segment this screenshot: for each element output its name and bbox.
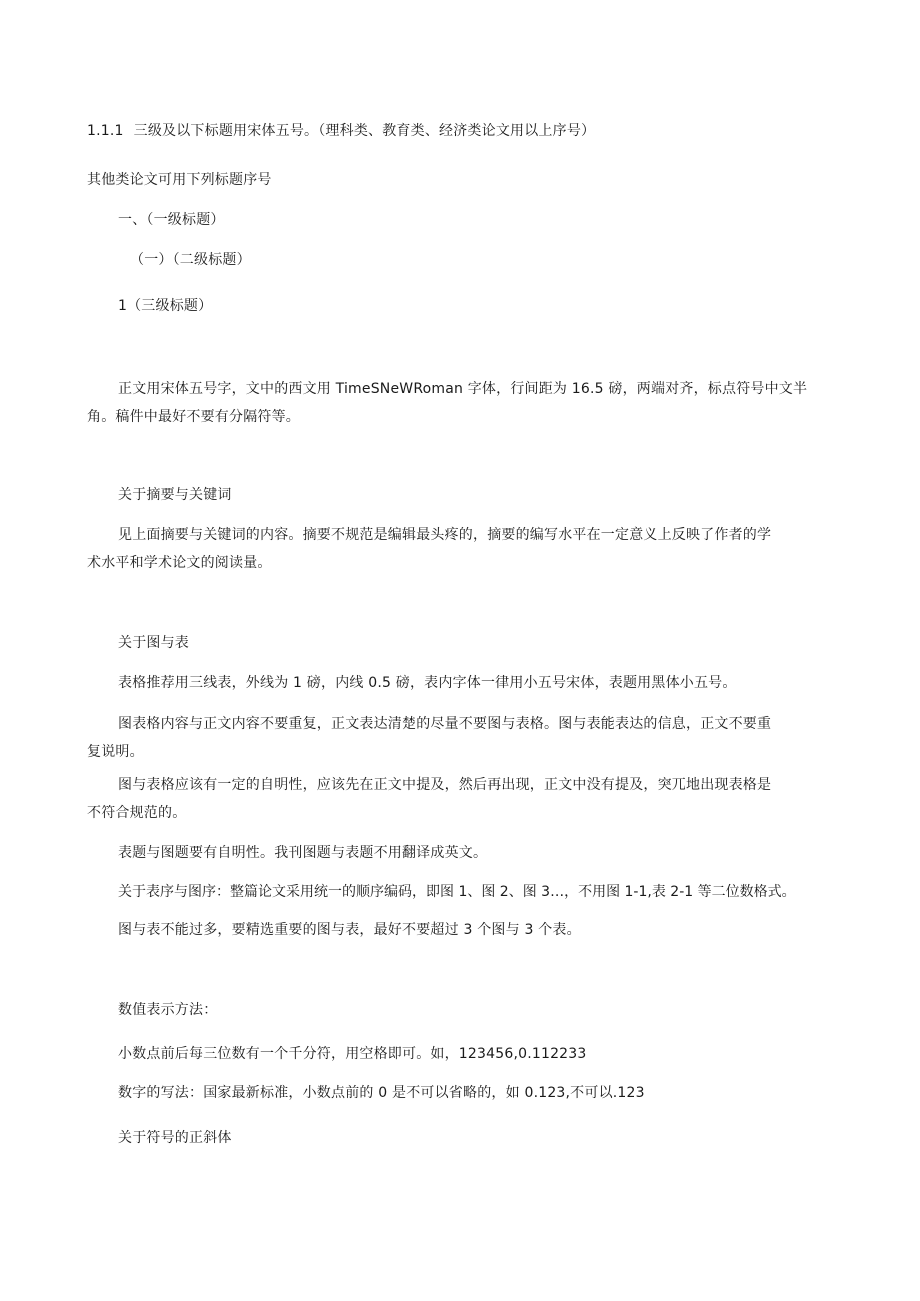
paragraph-line: 角。稿件中最好不要有分隔符等。 (87, 409, 300, 425)
other-heading-intro: 其他类论文可用下列标题序号 (87, 172, 272, 188)
symbol-section-title: 关于符号的正斜体 (118, 1130, 232, 1146)
heading-text: 三级及以下标题用宋体五号。（理科类、教育类、经济类论文用以上序号） (133, 123, 596, 139)
figures-tables-section-title: 关于图与表 (118, 635, 189, 651)
numeric-paragraph-1: 小数点前后每三位数有一个千分符，用空格即可。如，123456,0.112233 (118, 1046, 587, 1062)
figures-tables-paragraph-1: 表格推荐用三线表，外线为 1 磅，内线 0.5 磅，表内字体一律用小五号宋体，表题用黑体小五号。 (118, 675, 737, 691)
numeric-paragraph-2: 数字的写法：国家最新标准，小数点前的 0 是不可以省略的，如 0.123,不可以.123 (118, 1085, 645, 1101)
heading-number: 1.1.1 (87, 123, 124, 139)
figures-tables-paragraph-3 (87, 771, 839, 827)
body-text-paragraph (87, 375, 839, 431)
figures-tables-paragraph-2 (87, 710, 839, 766)
heading-example-level3: 1（三级标题） (118, 298, 213, 314)
paragraph-line: 不符合规范的。 (87, 805, 187, 821)
figures-tables-paragraph-6: 图与表不能过多，要精选重要的图与表，最好不要超过 3 个图与 3 个表。 (118, 922, 581, 938)
abstract-paragraph (87, 521, 839, 577)
figures-tables-paragraph-5: 关于表序与图序：整篇论文采用统一的顺序编码，即图 1、图 2、图 3…，不用图 1-1,表 2-1 等二位数格式。 (118, 884, 796, 900)
heading-1-1-1 (87, 121, 595, 141)
heading-example-level1: 一、（一级标题） (118, 212, 225, 228)
paragraph-line: 见上面摘要与关键词的内容。摘要不规范是编辑最头疼的，摘要的编写水平在一定意义上反映了作者的学 (118, 527, 772, 543)
paragraph-line: 图与表格应该有一定的自明性，应该先在正文中提及，然后再出现，正文中没有提及，突兀地出现表格是 (118, 777, 772, 793)
numeric-section-title: 数值表示方法： (118, 1002, 218, 1018)
paragraph-line: 正文用宋体五号字，文中的西文用 TimeSNeWRoman 字体，行间距为 16.5 磅，两端对齐，标点符号中文半 (118, 381, 808, 397)
paragraph-line: 图表格内容与正文内容不要重复，正文表达清楚的尽量不要图与表格。图与表能表达的信息，正文不要重 (118, 716, 772, 732)
paragraph-line: 术水平和学术论文的阅读量。 (87, 555, 272, 571)
paragraph-line: 复说明。 (87, 744, 144, 760)
figures-tables-paragraph-4: 表题与图题要有自明性。我刊图题与表题不用翻译成英文。 (118, 845, 488, 861)
heading-example-level2: （一）（二级标题） (130, 252, 251, 268)
abstract-section-title: 关于摘要与关键词 (118, 487, 232, 503)
